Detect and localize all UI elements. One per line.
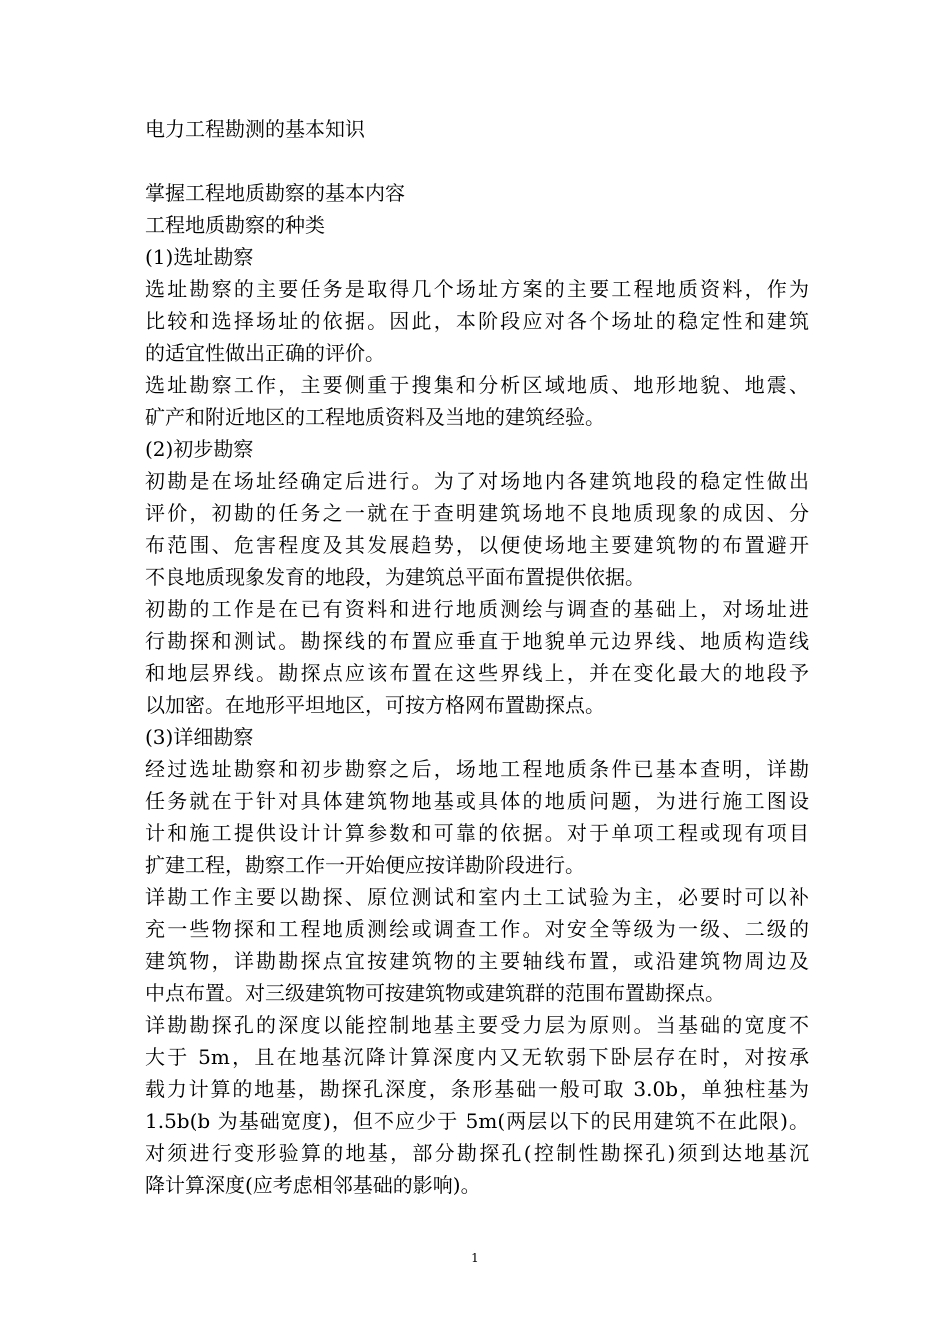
paragraph-line: 1.5b(b 为基础宽度)，但不应少于 5m(两层以下的民用建筑不在此限)。 [145, 1109, 809, 1133]
paragraph-line: 初勘的工作是在已有资料和进行地质测绘与调查的基础上，对场址进 [145, 597, 809, 621]
paragraph-line: 任务就在于针对具体建筑物地基或具体的地质问题，为进行施工图设 [145, 789, 809, 813]
paragraph-line: 建筑物，详勘勘探点宜按建筑物的主要轴线布置，或沿建筑物周边及 [145, 949, 809, 973]
paragraph-line: 评价，初勘的任务之一就在于查明建筑场地不良地质现象的成因、分 [145, 501, 809, 525]
paragraph-line: 选址勘察工作，主要侧重于搜集和分析区域地质、地形地貌、地震、 [145, 373, 809, 397]
paragraph-line: 比较和选择场址的依据。因此，本阶段应对各个场址的稳定性和建筑 [145, 309, 809, 333]
paragraph-line: 计和施工提供设计计算参数和可靠的依据。对于单项工程或现有项目 [145, 821, 809, 845]
paragraph-line: 行勘探和测试。勘探线的布置应垂直于地貌单元边界线、地质构造线 [145, 629, 809, 653]
paragraph [145, 593, 809, 721]
item-heading-site-selection: (1)选址勘察 [145, 245, 254, 269]
subsection-heading: 工程地质勘察的种类 [145, 213, 325, 237]
paragraph-line: 降计算深度(应考虑相邻基础的影响)。 [145, 1173, 481, 1197]
paragraph-line: 充一些物探和工程地质测绘或调查工作。对安全等级为一级、二级的 [145, 917, 809, 941]
paragraph-line: 布范围、危害程度及其发展趋势，以便使场地主要建筑物的布置避开 [145, 533, 809, 557]
section-heading: 掌握工程地质勘察的基本内容 [145, 181, 405, 205]
document-title: 电力工程勘测的基本知识 [145, 117, 365, 141]
paragraph-line: 矿产和附近地区的工程地质资料及当地的建筑经验。 [145, 405, 605, 429]
item-heading-preliminary: (2)初步勘察 [145, 437, 254, 461]
paragraph-line: 初勘是在场址经确定后进行。为了对场地内各建筑地段的稳定性做出 [145, 469, 809, 493]
paragraph-line: 载力计算的地基，勘探孔深度，条形基础一般可取 3.0b，单独柱基为 [145, 1077, 809, 1101]
paragraph-line: 详勘勘探孔的深度以能控制地基主要受力层为原则。当基础的宽度不 [145, 1013, 809, 1037]
paragraph-line: 以加密。在地形平坦地区，可按方格网布置勘探点。 [145, 693, 605, 717]
paragraph-line: 大于 5m，且在地基沉降计算深度内又无软弱下卧层存在时，对按承 [145, 1045, 809, 1069]
paragraph [145, 369, 809, 433]
page-number: 1 [471, 1251, 479, 1265]
paragraph-line: 扩建工程，勘察工作一开始便应按详勘阶段进行。 [145, 853, 585, 877]
paragraph-line: 选址勘察的主要任务是取得几个场址方案的主要工程地质资料，作为 [145, 277, 809, 301]
paragraph-line: 和地层界线。勘探点应该布置在这些界线上，并在变化最大的地段予 [145, 661, 809, 685]
paragraph [145, 1009, 809, 1201]
paragraph-line: 对须进行变形验算的地基，部分勘探孔(控制性勘探孔)须到达地基沉 [145, 1141, 809, 1165]
paragraph [145, 273, 809, 369]
paragraph-line: 详勘工作主要以勘探、原位测试和室内土工试验为主，必要时可以补 [145, 885, 809, 909]
paragraph-line: 中点布置。对三级建筑物可按建筑物或建筑群的范围布置勘探点。 [145, 981, 725, 1005]
paragraph-line: 不良地质现象发育的地段，为建筑总平面布置提供依据。 [145, 565, 645, 589]
paragraph [145, 465, 809, 593]
document-page [145, 113, 809, 1201]
paragraph-line: 的适宜性做出正确的评价。 [145, 341, 385, 365]
paragraph [145, 881, 809, 1009]
paragraph-line: 经过选址勘察和初步勘察之后，场地工程地质条件已基本查明，详勘 [145, 757, 809, 781]
paragraph [145, 753, 809, 881]
item-heading-detailed: (3)详细勘察 [145, 725, 254, 749]
spacer [145, 145, 809, 177]
